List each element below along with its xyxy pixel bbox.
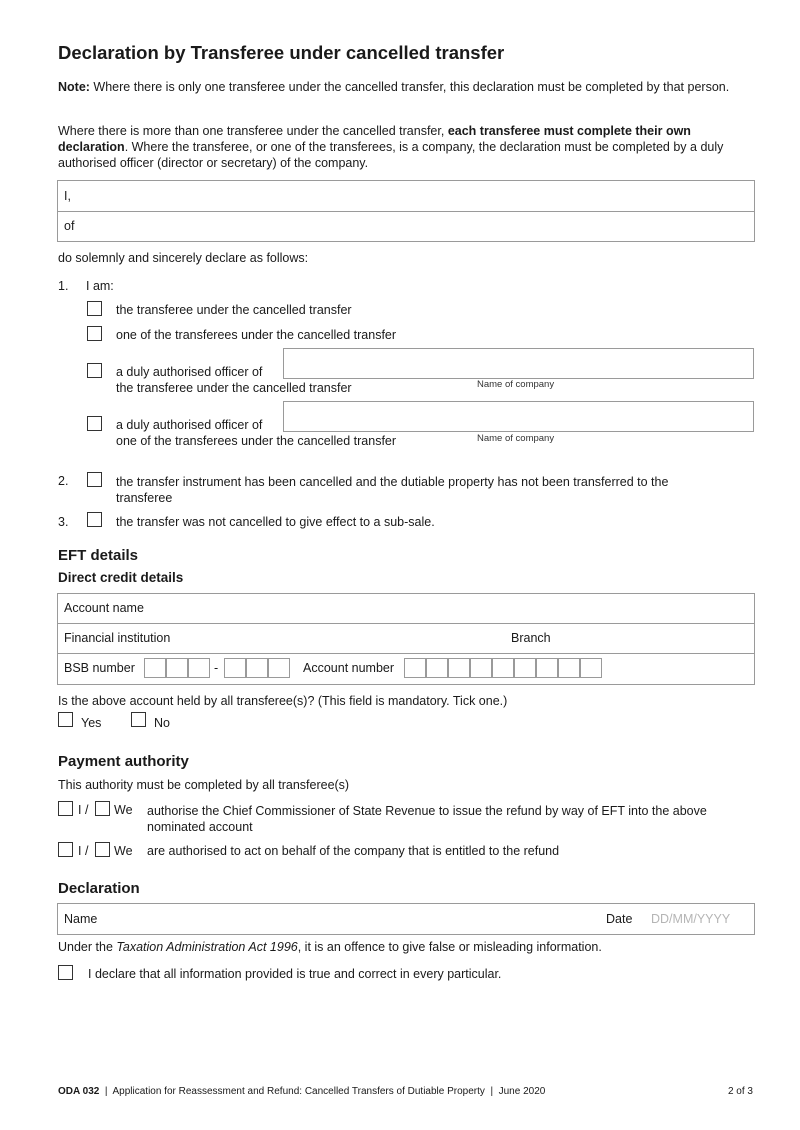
branch-field[interactable]: Branch xyxy=(511,631,551,645)
bsb-digit-input[interactable] xyxy=(268,658,290,678)
account-digit-input[interactable] xyxy=(580,658,602,678)
i-field[interactable]: I, xyxy=(64,189,71,203)
one-of-transferees-checkbox[interactable] xyxy=(87,326,102,341)
item3-text: the transfer was not cancelled to give effect to a sub-sale. xyxy=(116,515,435,529)
para2-bold: each transferee must complete their own declaration xyxy=(58,124,691,154)
company-name-input-1[interactable] xyxy=(283,348,754,379)
we-label: We xyxy=(114,803,133,817)
bsb-digit-input[interactable] xyxy=(224,658,246,678)
eft-heading: EFT details xyxy=(58,547,139,564)
yes-label: Yes xyxy=(81,716,102,730)
bsb-dash: - xyxy=(214,661,219,675)
divider xyxy=(58,211,754,212)
act-name: Taxation Administration Act 1996 xyxy=(116,940,298,954)
divider xyxy=(58,623,754,624)
account-digit-input[interactable] xyxy=(536,658,558,678)
of-field[interactable]: of xyxy=(64,219,75,233)
account-name-field[interactable]: Account name xyxy=(64,601,144,615)
direct-credit-heading: Direct credit details xyxy=(58,570,184,585)
authorised-company-text: are authorised to act on behalf of the company that is entitled to the refund xyxy=(147,844,560,858)
date-label: Date xyxy=(606,912,633,926)
footer xyxy=(58,1086,545,1097)
account-digit-input[interactable] xyxy=(514,658,536,678)
i-checkbox-1[interactable] xyxy=(58,801,73,816)
i-label: I / xyxy=(78,803,89,817)
company-name-caption-2: Name of company xyxy=(477,433,555,444)
date-input[interactable]: DD/MM/YYYY xyxy=(651,912,731,926)
para2-text-1: Where there is more than one transferee under the cancelled transfer, xyxy=(58,124,448,138)
para2-text-2: . Where the transferee, or one of the transferees, is a company, the declaration must be completed by a duly authorised officer (director or secretary) of the company. xyxy=(58,140,724,170)
identity-box xyxy=(57,180,755,242)
no-checkbox[interactable] xyxy=(131,712,146,727)
account-held-question: Is the above account held by all transferee(s)? (This field is mandatory. Tick one.) xyxy=(58,694,508,708)
not-sub-sale-checkbox[interactable] xyxy=(87,512,102,527)
option-transferee-label: the transferee under the cancelled transfer xyxy=(116,303,352,317)
item3-number: 3. xyxy=(58,515,69,529)
option-officer-line2: the transferee under the cancelled transfer xyxy=(116,381,352,395)
option-officer2-line1: a duly authorised officer of xyxy=(116,418,263,432)
bsb-digit-input[interactable] xyxy=(246,658,268,678)
footer-text: | Application for Reassessment and Refund: Cancelled Transfers of Dutiable Property | June 2020 xyxy=(99,1086,546,1097)
declaration-heading: Declaration xyxy=(58,880,140,897)
officer-of-one-transferee-checkbox[interactable] xyxy=(87,416,102,431)
we-label: We xyxy=(114,844,133,858)
name-field[interactable]: Name xyxy=(64,912,98,926)
payment-authority-heading: Payment authority xyxy=(58,753,189,770)
bsb-digit-input[interactable] xyxy=(188,658,210,678)
account-digit-input[interactable] xyxy=(448,658,470,678)
account-digit-input[interactable] xyxy=(426,658,448,678)
note-label: Note: xyxy=(58,80,90,94)
officer-of-transferee-checkbox[interactable] xyxy=(87,363,102,378)
act-suffix: , it is an offence to give false or misleading information. xyxy=(297,940,602,954)
item2-number: 2. xyxy=(58,474,69,488)
company-name-caption-1: Name of company xyxy=(477,379,555,390)
account-digit-input[interactable] xyxy=(470,658,492,678)
financial-institution-field[interactable]: Financial institution xyxy=(64,631,171,645)
i-label: I / xyxy=(78,844,89,858)
i-checkbox-2[interactable] xyxy=(58,842,73,857)
transfer-cancelled-checkbox[interactable] xyxy=(87,472,102,487)
act-warning xyxy=(58,940,602,954)
page-number: 2 of 3 xyxy=(727,1086,753,1097)
option-one-of-transferees-label: one of the transferees under the cancelled transfer xyxy=(116,328,397,342)
act-prefix: Under the xyxy=(58,940,117,954)
note-paragraph xyxy=(58,79,758,95)
bsb-digit-input[interactable] xyxy=(144,658,166,678)
page-title: Declaration by Transferee under cancelled transfer xyxy=(58,42,505,63)
divider xyxy=(58,653,754,654)
item1-number: 1. xyxy=(58,279,69,293)
solemn-declaration-text: do solemnly and sincerely declare as follows: xyxy=(58,251,309,265)
bsb-number-label: BSB number xyxy=(64,661,135,675)
item1-label: I am: xyxy=(86,279,114,293)
option-officer2-line2: one of the transferees under the cancelled transfer xyxy=(116,434,397,448)
item2-text: the transfer instrument has been cancelled and the dutiable property has not been transferred to the transferee xyxy=(116,475,669,505)
declaration-confirm-text: I declare that all information provided is true and correct in every particular. xyxy=(88,967,502,981)
declaration-name-box xyxy=(57,903,755,935)
no-label: No xyxy=(154,716,170,730)
multiple-transferee-paragraph xyxy=(58,123,753,171)
we-checkbox-1[interactable] xyxy=(95,801,110,816)
option-officer-line1: a duly authorised officer of xyxy=(116,365,263,379)
form-code: ODA 032 xyxy=(58,1086,100,1097)
account-digit-input[interactable] xyxy=(558,658,580,678)
payment-authority-intro: This authority must be completed by all transferee(s) xyxy=(58,778,350,792)
account-number-label: Account number xyxy=(303,661,395,675)
we-checkbox-2[interactable] xyxy=(95,842,110,857)
yes-checkbox[interactable] xyxy=(58,712,73,727)
bank-details-box xyxy=(57,593,755,685)
note-text: Where there is only one transferee under the cancelled transfer, this declaration must be completed by that person. xyxy=(89,80,730,94)
account-digit-input[interactable] xyxy=(492,658,514,678)
transferee-checkbox[interactable] xyxy=(87,301,102,316)
bsb-digit-input[interactable] xyxy=(166,658,188,678)
declaration-confirm-checkbox[interactable] xyxy=(58,965,73,980)
account-digit-input[interactable] xyxy=(404,658,426,678)
company-name-input-2[interactable] xyxy=(283,401,754,432)
authorise-refund-text: authorise the Chief Commissioner of State Revenue to issue the refund by way of EFT into the above nominated account xyxy=(147,804,707,834)
